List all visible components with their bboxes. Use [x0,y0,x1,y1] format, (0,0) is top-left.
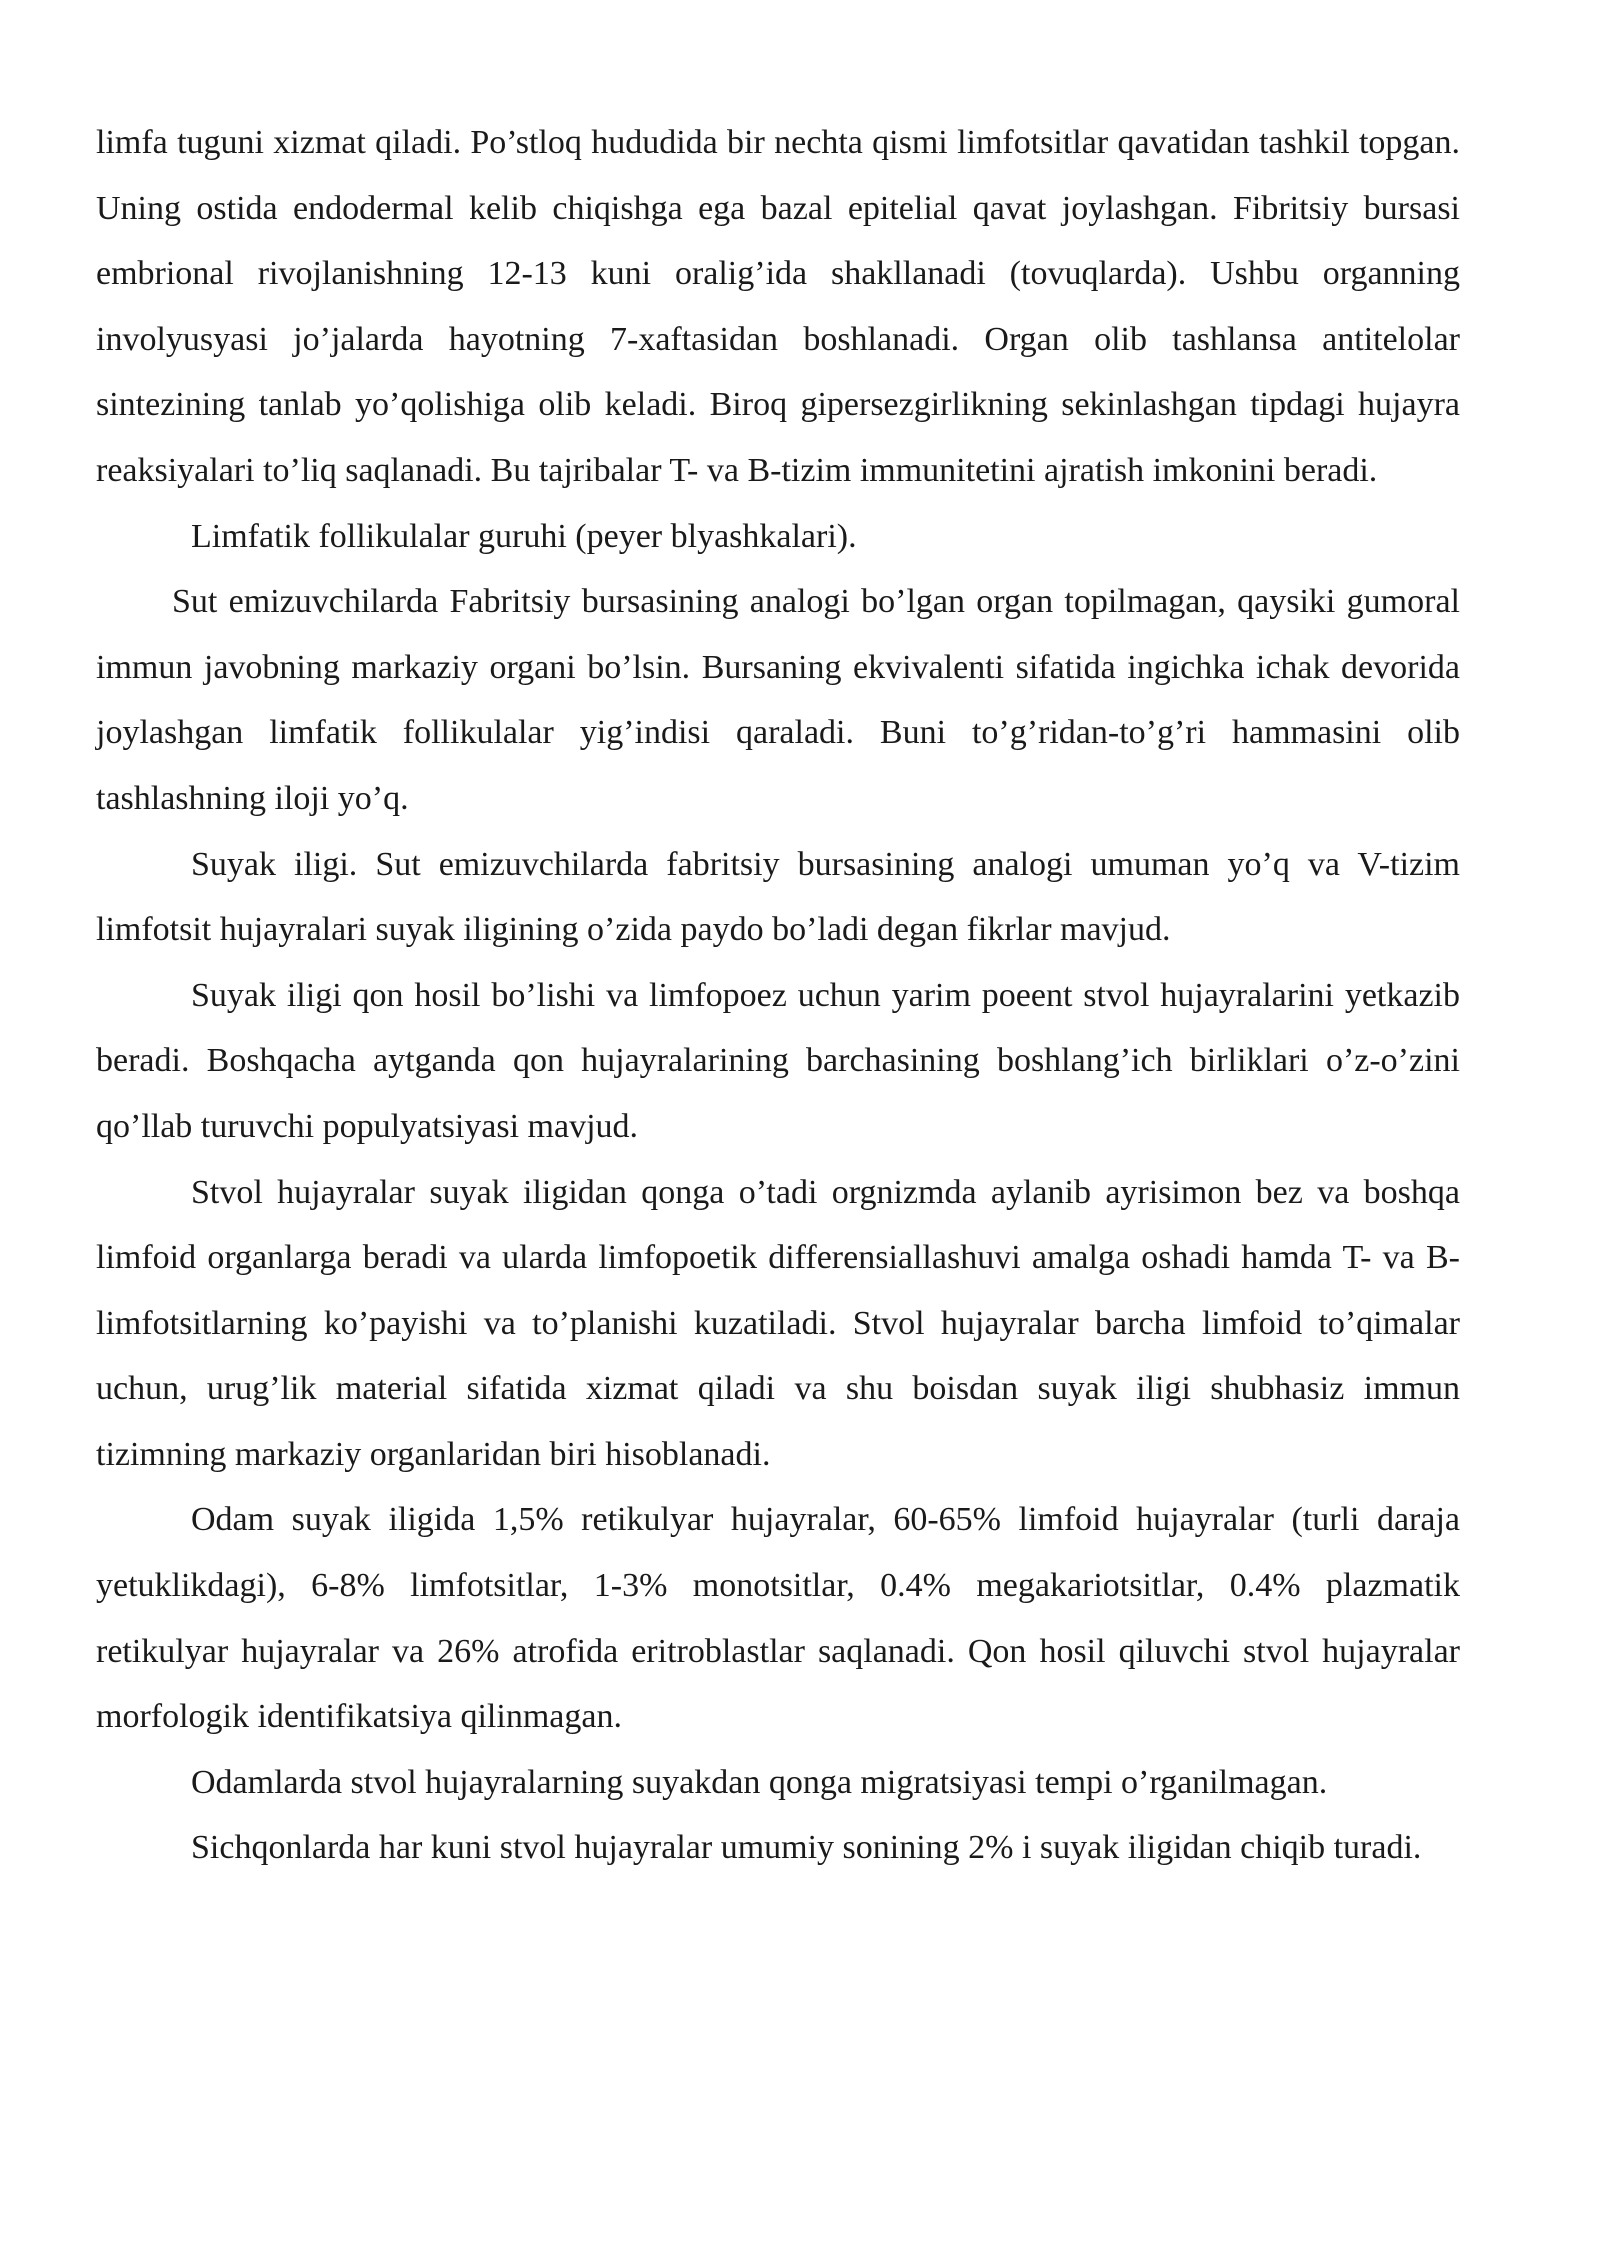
paragraph-marrow-composition: Odam suyak iligida 1,5% retikulyar hujayralar, 60-65% limfoid hujayralar (turli daraja yetuklikdagi), 6-8% limfotsitlar, 1-3% monotsitlar, 0.4% megakariotsitlar, 0.4% plazmatik retikulyar hujayralar va 26% atrofida eritroblastlar saqlanadi. Qon hosil qiluvchi stvol hujayralar morfologik identifikatsiya qilinmagan. [96,1501,1460,1736]
paragraph-continuation: limfa tuguni xizmat qiladi. Po’stloq hududida bir nechta qismi limfotsitlar qavatidan tashkil topgan. Uning ostida endodermal kelib chiqishga ega bazal epitelial qavat joylashgan. Fibritsiy bursasi embrional rivojlanishning 12-13 kuni oralig’ida shakllanadi (tovuqlarda). Ushbu organning involyusyasi jo’jalarda hayotning 7-xaftasidan boshlanadi. Organ olib tashlansa antitelolar sintezining tanlab yo’qolishiga olib keladi. Biroq gipersezgirlikning sekinlashgan tipdagi hujayra reaksiyalari to’liq saqlanadi. Bu tajribalar T- va B-tizim immunitetini ajratish imkonini beradi. [96,124,1460,489]
paragraph-hematopoiesis: Suyak iligi qon hosil bo’lishi va limfopoez uchun yarim poeent stvol hujayralarini yetkazib beradi. Boshqacha aytganda qon hujayralarining barchasining boshlang’ich birliklari o’z-o’zini qo’llab turuvchi populyatsiyasi mavjud. [96,976,1460,1145]
paragraph-heading-peyer: Limfatik follikulalar guruhi (peyer blyashkalari). [191,517,857,555]
paragraph-mice: Sichqonlarda har kuni stvol hujayralar umumiy sonining 2% i suyak iligidan chiqib turadi. [191,1829,1422,1867]
paragraph-migration: Odamlarda stvol hujayralarning suyakdan qonga migratsiyasi tempi o’rganilmagan. [191,1763,1328,1801]
document-page [96,110,1460,1881]
paragraph-bone-marrow: Suyak iligi. Sut emizuvchilarda fabritsiy bursasining analogi umuman yo’q va V-tizim limfotsit hujayralari suyak iligining o’zida paydo bo’ladi degan fikrlar mavjud. [96,845,1460,949]
paragraph-stem-cells: Stvol hujayralar suyak iligidan qonga o’tadi orgnizmda aylanib ayrisimon bez va boshqa limfoid organlarga beradi va ularda limfopoetik differensiallashuvi amalga oshadi hamda T- va B-limfotsitlarning ko’payishi va to’planishi kuzatiladi. Stvol hujayralar barcha limfoid to’qimalar uchun, urug’lik material sifatida xizmat qiladi va shu boisdan suyak iligi shubhasiz immun tizimning markaziy organlaridan biri hisoblanadi. [96,1173,1460,1473]
paragraph-mammals-bursa: Sut emizuvchilarda Fabritsiy bursasining analogi bo’lgan organ topilmagan, qaysiki gumoral immun javobning markaziy organi bo’lsin. Bursaning ekvivalenti sifatida ingichka ichak devorida joylashgan limfatik follikulalar yig’indisi qaraladi. Buni to’g’ridan-to’g’ri hammasini olib tashlashning iloji yo’q. [96,583,1460,817]
